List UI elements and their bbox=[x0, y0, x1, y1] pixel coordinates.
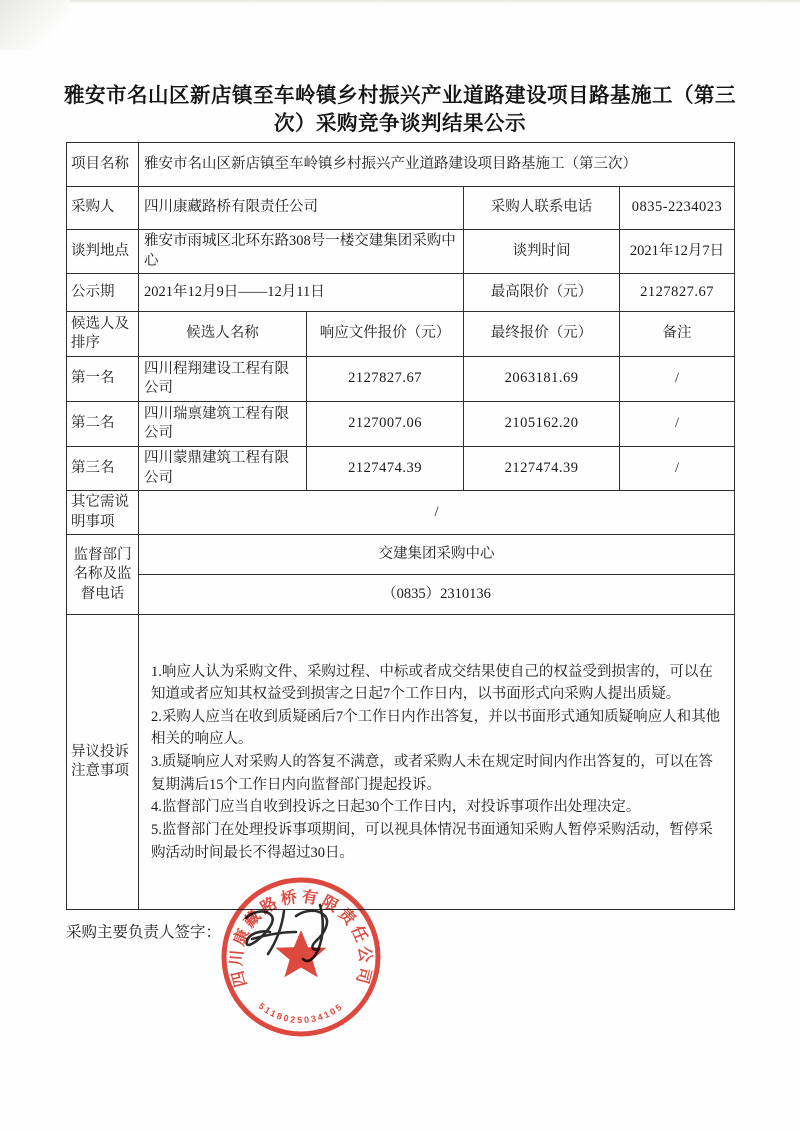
candidate-final: 2063181.69 bbox=[464, 357, 620, 402]
other-notes-value: / bbox=[139, 491, 735, 535]
purchaser-phone-value: 0835-2234023 bbox=[620, 187, 735, 230]
candidate-remark: / bbox=[620, 447, 735, 491]
venue-label: 谈判地点 bbox=[67, 230, 139, 274]
other-notes-label: 其它需说明事项 bbox=[67, 491, 139, 535]
purchaser-value: 四川康藏路桥有限责任公司 bbox=[139, 187, 464, 230]
candidate-rank: 第二名 bbox=[67, 402, 139, 447]
project-name-value: 雅安市名山区新店镇至车岭镇乡村振兴产业道路建设项目路基施工（第三次） bbox=[139, 143, 735, 187]
row-supervisor-phone bbox=[67, 575, 735, 615]
max-price-value: 2127827.67 bbox=[620, 274, 735, 312]
candidate-name: 四川程翔建设工程有限公司 bbox=[139, 357, 307, 402]
results-table bbox=[66, 142, 735, 910]
venue-value: 雅安市雨城区北环东路308号一楼交建集团采购中心 bbox=[139, 230, 464, 274]
candidates-remark-header: 备注 bbox=[620, 312, 735, 357]
seal-company-text: 四川康藏路桥有限责任公司 bbox=[228, 888, 374, 989]
objection-notice-label: 异议投诉注意事项 bbox=[67, 615, 139, 910]
publicity-label: 公示期 bbox=[67, 274, 139, 312]
candidate-rank: 第三名 bbox=[67, 447, 139, 491]
row-objection-notice bbox=[67, 615, 735, 910]
candidate-bid: 2127007.06 bbox=[307, 402, 464, 447]
candidate-name: 四川瑞禀建筑工程有限公司 bbox=[139, 402, 307, 447]
candidates-bid-header: 响应文件报价（元） bbox=[307, 312, 464, 357]
candidate-bid: 2127827.67 bbox=[307, 357, 464, 402]
candidate-bid: 2127474.39 bbox=[307, 447, 464, 491]
candidates-final-header: 最终报价（元） bbox=[464, 312, 620, 357]
negotiation-time-value: 2021年12月7日 bbox=[620, 230, 735, 274]
publicity-value: 2021年12月9日——12月11日 bbox=[139, 274, 464, 312]
signature-label: 采购主要负责人签字： bbox=[66, 924, 222, 941]
purchaser-label: 采购人 bbox=[67, 187, 139, 230]
purchaser-phone-label: 采购人联系电话 bbox=[464, 187, 620, 230]
row-supervisor-name bbox=[67, 535, 735, 575]
supervisor-name-value: 交建集团采购中心 bbox=[139, 535, 735, 575]
negotiation-time-label: 谈判时间 bbox=[464, 230, 620, 274]
candidate-name: 四川蒙鼎建筑工程有限公司 bbox=[139, 447, 307, 491]
candidate-rank: 第一名 bbox=[67, 357, 139, 402]
notice-item-3: 3.质疑响应人对采购人的答复不满意，或者采购人未在规定时间内作出答复的，可以在答复期满后15个工作日内向监督部门提起投诉。 bbox=[151, 754, 713, 793]
candidate-final: 2127474.39 bbox=[464, 447, 620, 491]
row-venue bbox=[67, 230, 735, 274]
supervisor-label: 监督部门名称及监督电话 bbox=[67, 535, 139, 615]
notice-item-1: 1.响应人认为采购文件、采购过程、中标或者成交结果使自己的权益受到损害的，可以在知道或者应知其权益受到损害之日起7个工作日内，以书面形式向采购人提出质疑。 bbox=[151, 663, 713, 703]
candidate-remark: / bbox=[620, 357, 735, 402]
row-candidates-header bbox=[67, 312, 735, 357]
candidates-name-header: 候选人名称 bbox=[139, 312, 307, 357]
signature-row bbox=[66, 920, 221, 942]
candidate-row-1 bbox=[67, 357, 735, 402]
row-purchaser bbox=[67, 187, 735, 230]
row-other-notes bbox=[67, 491, 735, 535]
row-publicity bbox=[67, 274, 735, 312]
notice-item-4: 4.监督部门应当自收到投诉之日起30个工作日内，对投诉事项作出处理决定。 bbox=[151, 799, 641, 816]
candidate-row-2 bbox=[67, 402, 735, 447]
scan-top-edge bbox=[0, 0, 800, 4]
candidates-rank-header: 候选人及排序 bbox=[67, 312, 139, 357]
max-price-label: 最高限价（元） bbox=[464, 274, 620, 312]
page-title: 雅安市名山区新店镇至车岭镇乡村振兴产业道路建设项目路基施工（第三次）采购竞争谈判结果公示 bbox=[64, 84, 736, 135]
notice-item-2: 2.采购人应当在收到质疑函后7个工作日内作出答复，并以书面形式通知质疑响应人和其他相关的响应人。 bbox=[151, 708, 721, 748]
candidate-final: 2105162.20 bbox=[464, 402, 620, 447]
seal-serial-text: 5118025034105 bbox=[256, 1000, 346, 1026]
candidate-row-3 bbox=[67, 447, 735, 491]
project-name-label: 项目名称 bbox=[67, 143, 139, 187]
supervisor-phone-value: （0835）2310136 bbox=[139, 575, 735, 615]
handwritten-signature bbox=[228, 894, 348, 974]
notice-item-5: 5.监督部门在处理投诉事项期间，可以视具体情况书面通知采购人暂停采购活动，暂停采购活动时间最长不得超过30日。 bbox=[151, 821, 713, 861]
scan-corner-fold bbox=[0, 0, 70, 50]
objection-notice-content bbox=[139, 615, 735, 910]
candidate-remark: / bbox=[620, 402, 735, 447]
row-project bbox=[67, 143, 735, 187]
